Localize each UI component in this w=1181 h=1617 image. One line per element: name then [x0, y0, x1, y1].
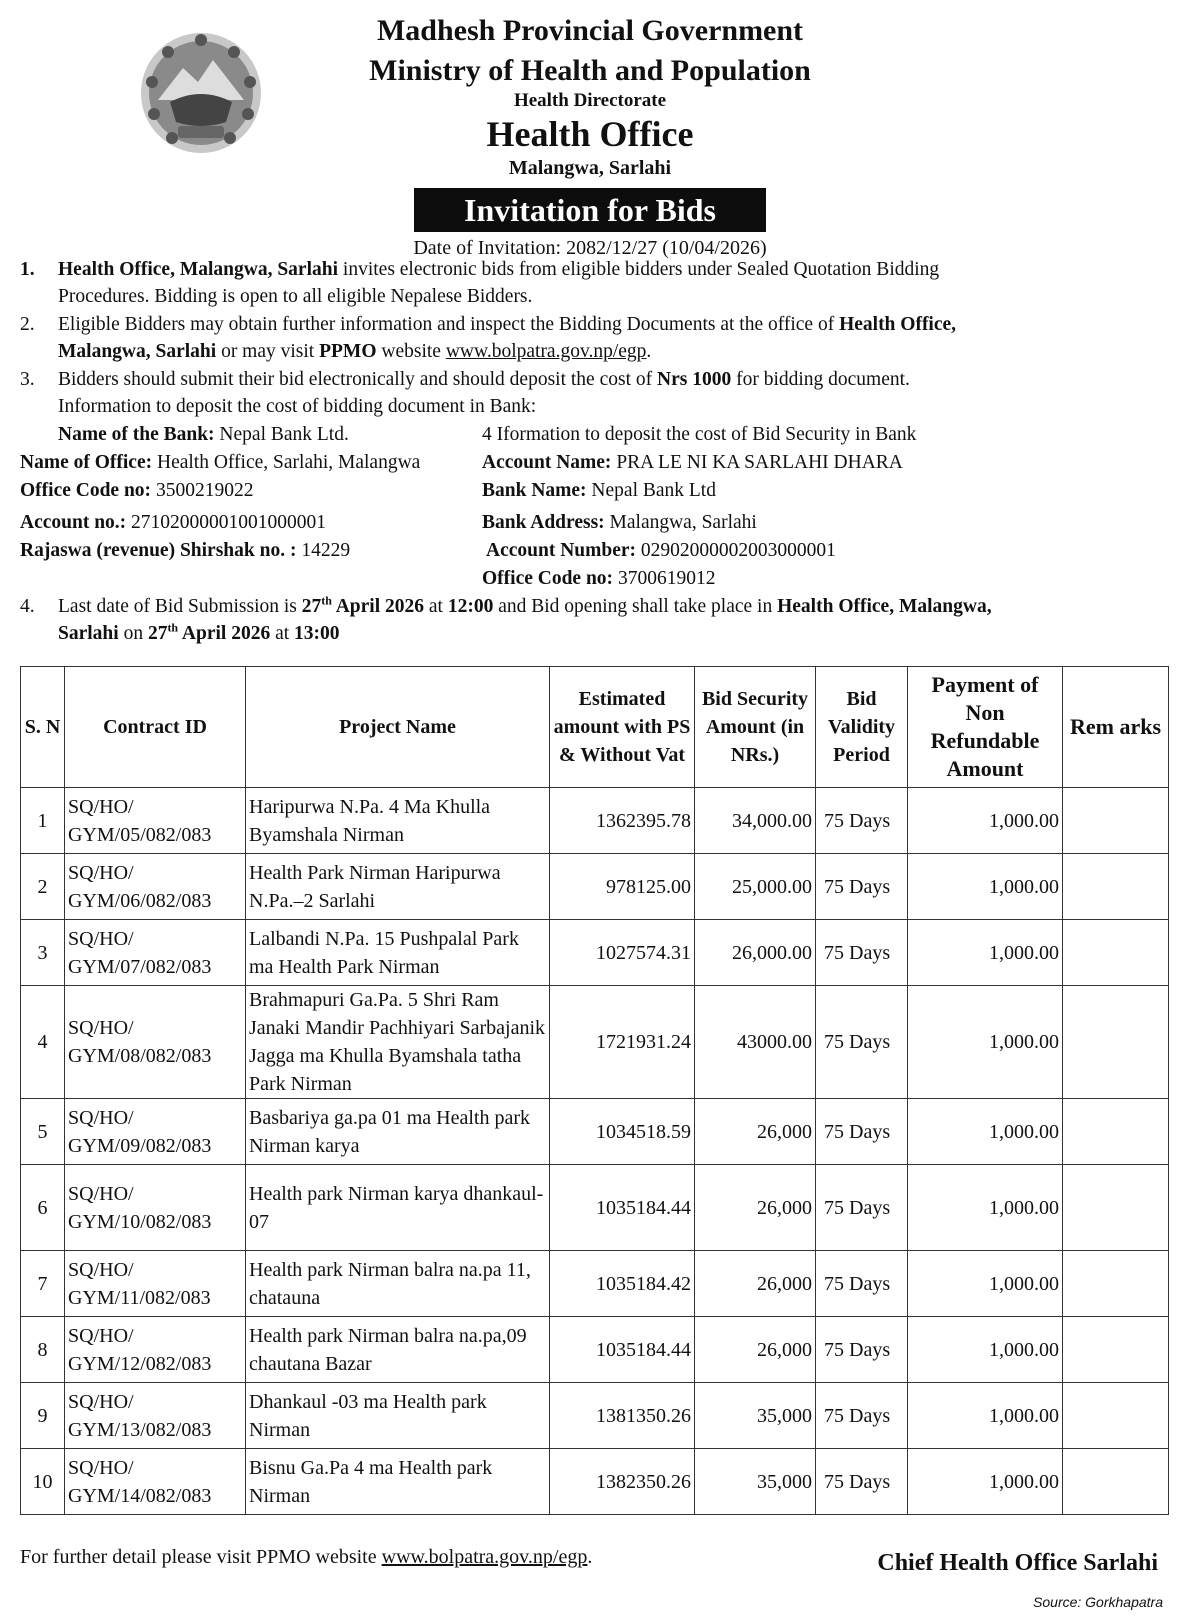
para-2-text: Eligible Bidders may obtain further information and inspect the Bidding Documents at the office of [58, 314, 840, 335]
contract-id-prefix: SQ/HO/ [68, 1258, 134, 1281]
table-row [21, 1317, 1169, 1383]
validity-cell: 75 Days [816, 920, 908, 986]
para-4-on: on [118, 623, 148, 644]
validity-cell: 75 Days [816, 788, 908, 854]
estimate-cell: 1035184.44 [550, 1317, 695, 1383]
table-row [21, 1099, 1169, 1165]
security-bank-label: Bank Name: [482, 480, 587, 501]
signatory: Chief Health Office Sarlahi [877, 1550, 1158, 1576]
contract-id-code: GYM/10/082/083 [68, 1210, 212, 1233]
para-2-text-3: website [376, 341, 446, 362]
sn-cell: 8 [21, 1317, 65, 1383]
payment-cell: 1,000.00 [908, 1099, 1063, 1165]
account-number-value: 02902000002003000001 [636, 540, 836, 561]
contract-id-prefix: SQ/HO/ [68, 1390, 134, 1413]
header-bid-validity: Bid Validity Period [816, 667, 908, 788]
security-cell: 26,000 [695, 1317, 816, 1383]
payment-cell: 1,000.00 [908, 1251, 1063, 1317]
ministry-title: Ministry of Health and Population [369, 54, 811, 87]
bank-name-value: Nepal Bank Ltd. [214, 424, 349, 445]
contract-id-cell [65, 1099, 246, 1165]
remarks-cell [1063, 854, 1169, 920]
table-header-row [21, 667, 1169, 788]
government-title: Madhesh Provincial Government [376, 14, 804, 47]
submission-day: 27 [301, 596, 322, 617]
footer-end: . [587, 1546, 593, 1568]
validity-cell: 75 Days [816, 1251, 908, 1317]
sn-cell: 7 [21, 1251, 65, 1317]
bank-address-row [482, 509, 757, 537]
sn-cell: 6 [21, 1165, 65, 1251]
security-code-row [482, 565, 715, 593]
security-cell: 26,000 [695, 1251, 816, 1317]
payment-cell: 1,000.00 [908, 920, 1063, 986]
para-3-number: 3. [20, 369, 35, 390]
para-1-number: 1. [20, 259, 35, 280]
project-name-cell: Basbariya ga.pa 01 ma Health park Nirman karya [246, 1099, 550, 1165]
contract-id-prefix: SQ/HO/ [68, 861, 134, 884]
contract-id-cell [65, 1449, 246, 1515]
contract-id-prefix: SQ/HO/ [68, 1106, 134, 1129]
directorate-title: Health Directorate [513, 90, 667, 111]
estimate-cell: 1034518.59 [550, 1099, 695, 1165]
opening-day-suffix: th [167, 620, 179, 635]
account-no-label: Account no.: [20, 512, 127, 533]
validity-cell: 75 Days [816, 854, 908, 920]
table-row [21, 986, 1169, 1099]
office-code-row [20, 477, 253, 505]
invitation-date: Date of Invitation: 2082/12/27 (10/04/2026) [413, 237, 767, 259]
security-code-value: 3700619012 [613, 568, 716, 589]
para-4-at-2: at [270, 623, 295, 644]
project-name-cell: Bisnu Ga.Pa 4 ma Health park Nirman [246, 1449, 550, 1515]
ppmo-label: PPMO [319, 341, 377, 362]
sn-cell: 10 [21, 1449, 65, 1515]
sn-cell: 2 [21, 854, 65, 920]
table-row [21, 788, 1169, 854]
security-cell: 26,000 [695, 1165, 816, 1251]
project-name-cell: Haripurwa N.Pa. 4 Ma Khulla Byamshala Nirman [246, 788, 550, 854]
contract-id-cell [65, 854, 246, 920]
contract-id-prefix: SQ/HO/ [68, 1324, 134, 1347]
para-2-number: 2. [20, 314, 35, 335]
remarks-cell [1063, 1251, 1169, 1317]
office-name-row [20, 449, 420, 477]
header-bid-security: Bid Security Amount (in NRs.) [695, 667, 816, 788]
opening-month: April 2026 [178, 623, 271, 644]
header-remarks: Rem arks [1063, 667, 1169, 788]
security-cell: 34,000.00 [695, 788, 816, 854]
bank-address-value: Malangwa, Sarlahi [604, 512, 757, 533]
submission-day-suffix: th [321, 593, 332, 608]
account-number-label: Account Number: [486, 540, 637, 561]
header-project-name: Project Name [246, 667, 550, 788]
estimate-cell: 1382350.26 [550, 1449, 695, 1515]
footer-text: For further detail please visit PPMO website [20, 1546, 382, 1568]
table-row [21, 1251, 1169, 1317]
para-1-line-1 [58, 256, 939, 284]
payment-cell: 1,000.00 [908, 788, 1063, 854]
remarks-cell [1063, 920, 1169, 986]
bank-name-row [58, 421, 349, 449]
para-4-text-2: and Bid opening shall take place in [493, 596, 778, 617]
document-cost: Nrs 1000 [657, 369, 732, 390]
contract-id-prefix: SQ/HO/ [68, 1182, 134, 1205]
para-1-text: invites electronic bids from eligible bidders under Sealed Quotation Bidding [338, 259, 940, 280]
payment-cell: 1,000.00 [908, 1165, 1063, 1251]
contract-id-code: GYM/11/082/083 [68, 1286, 211, 1309]
bank-address-label: Bank Address: [482, 512, 605, 533]
project-name-cell: Health park Nirman balra na.pa,09 chautana Bazar [246, 1317, 550, 1383]
para-4-at: at [424, 596, 448, 617]
sn-cell: 9 [21, 1383, 65, 1449]
revenue-row [20, 537, 350, 565]
security-cell: 25,000.00 [695, 854, 816, 920]
payment-cell: 1,000.00 [908, 986, 1063, 1099]
estimate-cell: 1035184.44 [550, 1165, 695, 1251]
project-name-cell: Health park Nirman balra na.pa 11, chatauna [246, 1251, 550, 1317]
account-name-value: PRA LE NI KA SARLAHI DHARA [611, 452, 903, 473]
para-2-location: Malangwa, Sarlahi [58, 341, 217, 362]
remarks-cell [1063, 1099, 1169, 1165]
page-title: Invitation for Bids [414, 188, 766, 232]
footer-note [20, 1546, 592, 1569]
opening-day: 27 [147, 623, 168, 644]
security-code-label: Office Code no: [482, 568, 614, 589]
header-estimated-amount: Estimated amount with PS & Without Vat [550, 667, 695, 788]
table-row [21, 1383, 1169, 1449]
para-4-text: Last date of Bid Submission is [58, 596, 302, 617]
office-title: Health Office [486, 114, 694, 154]
para-2-office: Health Office, [839, 314, 957, 335]
account-name-row [482, 449, 903, 477]
contract-id-prefix: SQ/HO/ [68, 1017, 134, 1039]
validity-cell: 75 Days [816, 1449, 908, 1515]
account-no-row [20, 509, 326, 537]
payment-cell: 1,000.00 [908, 1449, 1063, 1515]
account-name-label: Account Name: [482, 452, 612, 473]
para-3-line-2: Information to deposit the cost of bidding document in Bank: [58, 396, 537, 417]
payment-cell: 1,000.00 [908, 1317, 1063, 1383]
security-cell: 35,000 [695, 1449, 816, 1515]
estimate-cell: 1381350.26 [550, 1383, 695, 1449]
validity-cell: 75 Days [816, 1099, 908, 1165]
payment-cell: 1,000.00 [908, 1383, 1063, 1449]
submission-month: April 2026 [331, 596, 425, 617]
para-2-end: . [646, 341, 652, 362]
contract-id-cell [65, 1317, 246, 1383]
security-cell: 26,000 [695, 1099, 816, 1165]
estimate-cell: 978125.00 [550, 854, 695, 920]
validity-cell: 75 Days [816, 986, 908, 1099]
revenue-label: Rajaswa (revenue) Shirshak no. : [20, 540, 297, 561]
para-2-text-2: or may visit [216, 341, 320, 362]
bolpatra-link[interactable]: www.bolpatra.gov.np/egp [445, 341, 647, 362]
header-contract-id: Contract ID [65, 667, 246, 788]
footer-bolpatra-link[interactable]: www.bolpatra.gov.np/egp [381, 1546, 588, 1568]
contract-id-cell [65, 1165, 246, 1251]
contract-id-code: GYM/07/082/083 [68, 955, 212, 978]
estimate-cell: 1035184.42 [550, 1251, 695, 1317]
office-location: Malangwa, Sarlahi [508, 157, 672, 179]
office-code-label: Office Code no: [20, 480, 152, 501]
contract-id-code: GYM/13/082/083 [68, 1418, 212, 1441]
para-4-number: 4. [20, 596, 35, 617]
contract-id-prefix: SQ/HO/ [68, 795, 134, 818]
sn-cell: 4 [21, 986, 65, 1099]
project-name-cell: Health Park Nirman Haripurwa N.Pa.–2 Sarlahi [246, 854, 550, 920]
payment-cell: 1,000.00 [908, 854, 1063, 920]
sn-cell: 3 [21, 920, 65, 986]
para-1-line-2: Procedures. Bidding is open to all eligible Nepalese Bidders. [58, 286, 533, 307]
contract-id-prefix: SQ/HO/ [68, 927, 134, 950]
office-code-value: 3500219022 [151, 480, 254, 501]
contract-id-cell [65, 1383, 246, 1449]
validity-cell: 75 Days [816, 1165, 908, 1251]
contract-id-code: GYM/14/082/083 [68, 1484, 212, 1507]
estimate-cell: 1721931.24 [550, 986, 695, 1099]
security-cell: 26,000.00 [695, 920, 816, 986]
security-bank-row [482, 477, 716, 505]
office-name-value: Health Office, Sarlahi, Malangwa [152, 452, 421, 473]
opening-time: 13:00 [294, 623, 340, 644]
security-cell: 43000.00 [695, 986, 816, 1099]
contract-id-cell [65, 920, 246, 986]
remarks-cell [1063, 1317, 1169, 1383]
account-no-value: 27102000001001000001 [126, 512, 327, 533]
office-name: Health Office, Malangwa, Sarlahi [58, 259, 339, 280]
nepal-emblem-icon [138, 30, 264, 156]
project-name-cell: Lalbandi N.Pa. 15 Pushpalal Park ma Health Park Nirman [246, 920, 550, 986]
contract-id-code: GYM/06/082/083 [68, 889, 212, 912]
account-number-row [486, 537, 836, 565]
contract-id-code: GYM/09/082/083 [68, 1134, 212, 1157]
opening-place-2: Sarlahi [58, 623, 119, 644]
para-2-line-1 [58, 311, 956, 339]
estimate-cell: 1362395.78 [550, 788, 695, 854]
header-payment: Payment of Non Refundable Amount [908, 667, 1063, 788]
remarks-cell [1063, 986, 1169, 1099]
source-credit: Source: Gorkhapatra [1033, 1594, 1163, 1610]
contract-id-code: GYM/12/082/083 [68, 1352, 212, 1375]
para-3-text-2: for bidding document. [731, 369, 910, 390]
contract-id-code: GYM/08/082/083 [68, 1045, 212, 1067]
para-3-text: Bidders should submit their bid electronically and should deposit the cost of [58, 369, 657, 390]
sn-cell: 1 [21, 788, 65, 854]
estimate-cell: 1027574.31 [550, 920, 695, 986]
contract-id-prefix: SQ/HO/ [68, 1456, 134, 1479]
project-name-cell: Brahmapuri Ga.Pa. 5 Shri Ram Janaki Mandir Pachhiyari Sarbajanik Jagga ma Khulla Byamshala tatha Park Nirman [246, 986, 550, 1099]
table-row [21, 1165, 1169, 1251]
project-name-cell: Dhankaul -03 ma Health park Nirman [246, 1383, 550, 1449]
table-row [21, 1449, 1169, 1515]
remarks-cell [1063, 1383, 1169, 1449]
sn-cell: 5 [21, 1099, 65, 1165]
contract-id-cell [65, 1251, 246, 1317]
para-3-line-1 [58, 366, 910, 394]
contract-id-code: GYM/05/082/083 [68, 823, 212, 846]
contract-id-cell [65, 986, 246, 1099]
office-name-label: Name of Office: [20, 452, 153, 473]
table-row [21, 920, 1169, 986]
bid-security-heading: 4 Iformation to deposit the cost of Bid Security in Bank [482, 424, 917, 445]
submission-time: 12:00 [447, 596, 494, 617]
project-name-cell: Health park Nirman karya dhankaul-07 [246, 1165, 550, 1251]
para-4-line-2 [58, 620, 340, 648]
security-cell: 35,000 [695, 1383, 816, 1449]
bank-name-label: Name of the Bank: [58, 424, 215, 445]
para-4-line-1 [58, 593, 992, 621]
revenue-value: 14229 [296, 540, 351, 561]
table-row [21, 854, 1169, 920]
contract-id-cell [65, 788, 246, 854]
security-bank-value: Nepal Bank Ltd [586, 480, 716, 501]
validity-cell: 75 Days [816, 1317, 908, 1383]
para-2-line-2 [58, 338, 651, 366]
remarks-cell [1063, 1449, 1169, 1515]
validity-cell: 75 Days [816, 1383, 908, 1449]
opening-place: Health Office, Malangwa, [777, 596, 992, 617]
header-sn: S. N [21, 667, 65, 788]
remarks-cell [1063, 788, 1169, 854]
remarks-cell [1063, 1165, 1169, 1251]
bids-table [20, 666, 1169, 1515]
